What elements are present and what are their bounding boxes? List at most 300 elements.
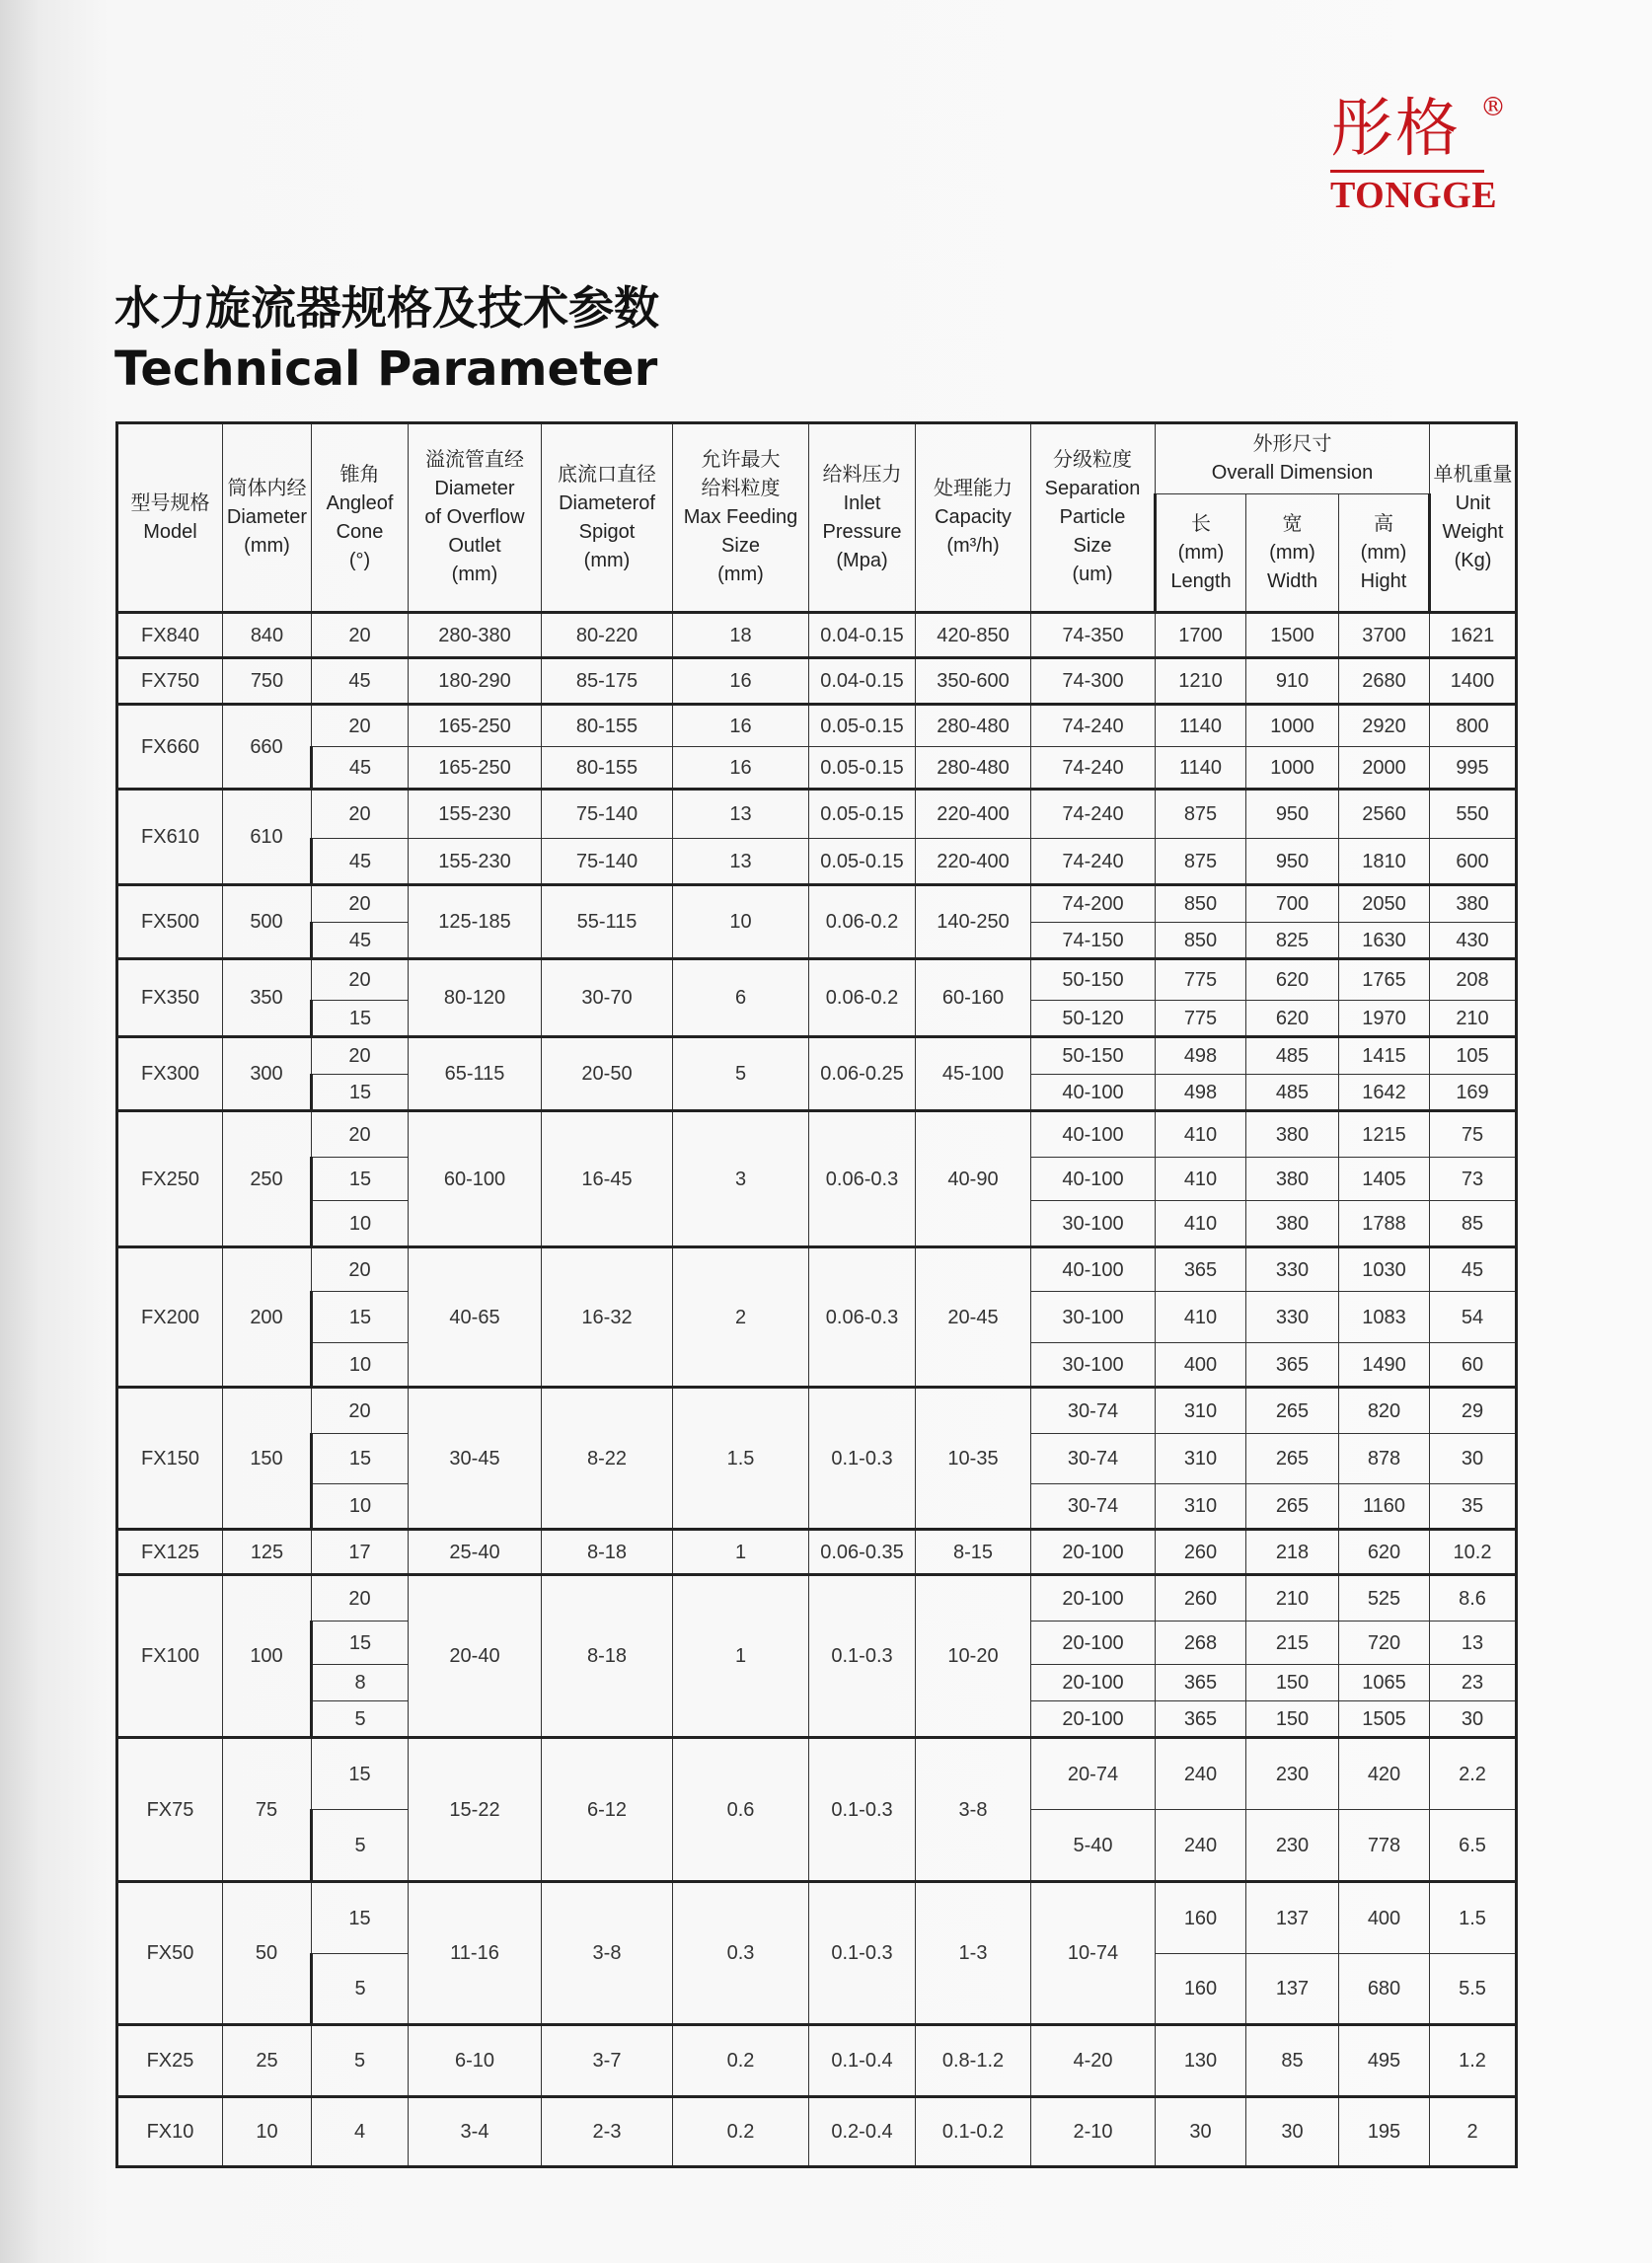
weight-cell: 73 [1430,1158,1517,1201]
pressure-cell: 0.06-0.3 [809,1247,916,1388]
feed-size-cell: 0.3 [673,1882,809,2025]
height-cell: 2560 [1339,790,1430,839]
diameter-cell: 10 [223,2097,312,2167]
feed-size-cell: 2 [673,1247,809,1388]
table-row [117,2097,1517,2167]
spigot-cell: 3-8 [542,1882,673,2025]
weight-cell: 29 [1430,1388,1517,1434]
page-title-chinese: 水力旋流器规格及技术参数 [114,281,659,335]
cone-angle-cell: 8 [312,1665,409,1701]
height-cell: 1083 [1339,1292,1430,1343]
cone-angle-cell: 20 [312,1388,409,1434]
overflow-cell: 40-65 [409,1247,542,1388]
length-cell: 850 [1156,923,1246,959]
capacity-cell: 140-250 [916,885,1031,959]
separation-cell: 30-74 [1031,1434,1156,1484]
length-cell: 875 [1156,839,1246,885]
model-cell: FX75 [117,1738,223,1882]
spigot-cell: 8-18 [542,1530,673,1575]
cone-angle-cell: 45 [312,923,409,959]
overflow-cell: 165-250 [409,747,542,790]
table-row [117,613,1517,658]
feed-size-cell: 6 [673,959,809,1037]
capacity-cell: 0.8-1.2 [916,2025,1031,2097]
table-row [117,747,1517,790]
length-cell: 498 [1156,1075,1246,1111]
separation-cell: 5-40 [1031,1810,1156,1882]
overflow-cell: 30-45 [409,1388,542,1530]
height-cell: 1505 [1339,1701,1430,1738]
spigot-cell: 16-45 [542,1111,673,1247]
pressure-cell: 0.2-0.4 [809,2097,916,2167]
width-cell: 620 [1246,1001,1339,1037]
pressure-cell: 0.1-0.3 [809,1388,916,1530]
width-cell: 380 [1246,1158,1339,1201]
header-cone-angle: 锥角 Angleof Cone (°) [312,423,409,613]
cone-angle-cell: 4 [312,2097,409,2167]
separation-cell: 74-150 [1031,923,1156,959]
separation-cell: 20-100 [1031,1701,1156,1738]
table-row [117,1037,1517,1075]
overflow-cell: 15-22 [409,1738,542,1882]
cone-angle-cell: 10 [312,1343,409,1388]
length-cell: 160 [1156,1882,1246,1954]
table-row [117,1738,1517,1810]
spigot-cell: 75-140 [542,839,673,885]
pressure-cell: 0.1-0.3 [809,1575,916,1738]
diameter-cell: 350 [223,959,312,1037]
separation-cell: 10-74 [1031,1882,1156,2025]
feed-size-cell: 10 [673,885,809,959]
cone-angle-cell: 15 [312,1292,409,1343]
table-row [117,2025,1517,2097]
spigot-cell: 85-175 [542,658,673,705]
diameter-cell: 250 [223,1111,312,1247]
model-cell: FX25 [117,2025,223,2097]
spigot-cell: 8-22 [542,1388,673,1530]
model-cell: FX840 [117,613,223,658]
separation-cell: 30-100 [1031,1201,1156,1247]
header-max-feeding-size: 允许最大 给料粒度 Max Feeding Size (mm) [673,423,809,613]
length-cell: 850 [1156,885,1246,923]
height-cell: 1788 [1339,1201,1430,1247]
overflow-cell: 125-185 [409,885,542,959]
width-cell: 150 [1246,1701,1339,1738]
table-row [117,1530,1517,1575]
overflow-cell: 60-100 [409,1111,542,1247]
feed-size-cell: 0.2 [673,2097,809,2167]
header-separation-size: 分级粒度 Separation Particle Size (um) [1031,423,1156,613]
pressure-cell: 0.1-0.4 [809,2025,916,2097]
weight-cell: 1621 [1430,613,1517,658]
separation-cell: 20-100 [1031,1622,1156,1665]
pressure-cell: 0.04-0.15 [809,613,916,658]
feed-size-cell: 0.2 [673,2025,809,2097]
diameter-cell: 500 [223,885,312,959]
logo-divider [1330,170,1484,173]
feed-size-cell: 13 [673,790,809,839]
table-row [117,1388,1517,1434]
feed-size-cell: 13 [673,839,809,885]
cone-angle-cell: 20 [312,959,409,1001]
pressure-cell: 0.05-0.15 [809,790,916,839]
height-cell: 3700 [1339,613,1430,658]
table-row [117,885,1517,923]
feed-size-cell: 16 [673,658,809,705]
table-row [117,1247,1517,1292]
pressure-cell: 0.06-0.3 [809,1111,916,1247]
weight-cell: 169 [1430,1075,1517,1111]
cone-angle-cell: 45 [312,658,409,705]
cone-angle-cell: 20 [312,885,409,923]
length-cell: 775 [1156,959,1246,1001]
length-cell: 1210 [1156,658,1246,705]
cone-angle-cell: 15 [312,1001,409,1037]
cone-angle-cell: 10 [312,1484,409,1530]
cone-angle-cell: 15 [312,1434,409,1484]
capacity-cell: 220-400 [916,839,1031,885]
separation-cell: 74-240 [1031,705,1156,747]
header-width: 宽 (mm) Width [1246,494,1339,613]
overflow-cell: 20-40 [409,1575,542,1738]
weight-cell: 30 [1430,1434,1517,1484]
feed-size-cell: 16 [673,705,809,747]
header-unit-weight: 单机重量 Unit Weight (Kg) [1430,423,1517,613]
width-cell: 485 [1246,1037,1339,1075]
length-cell: 160 [1156,1954,1246,2025]
capacity-cell: 220-400 [916,790,1031,839]
height-cell: 525 [1339,1575,1430,1622]
feed-size-cell: 0.6 [673,1738,809,1882]
separation-cell: 2-10 [1031,2097,1156,2167]
length-cell: 1700 [1156,613,1246,658]
registered-mark: ® [1480,93,1506,122]
weight-cell: 85 [1430,1201,1517,1247]
height-cell: 680 [1339,1954,1430,2025]
length-cell: 410 [1156,1111,1246,1158]
length-cell: 240 [1156,1810,1246,1882]
weight-cell: 8.6 [1430,1575,1517,1622]
capacity-cell: 350-600 [916,658,1031,705]
weight-cell: 5.5 [1430,1954,1517,2025]
length-cell: 875 [1156,790,1246,839]
overflow-cell: 155-230 [409,790,542,839]
overflow-cell: 11-16 [409,1882,542,2025]
height-cell: 420 [1339,1738,1430,1810]
cone-angle-cell: 5 [312,1701,409,1738]
model-cell: FX100 [117,1575,223,1738]
overflow-cell: 155-230 [409,839,542,885]
height-cell: 1215 [1339,1111,1430,1158]
capacity-cell: 10-35 [916,1388,1031,1530]
model-cell: FX350 [117,959,223,1037]
logo-english: TONGGE [1330,175,1498,216]
width-cell: 218 [1246,1530,1339,1575]
overflow-cell: 80-120 [409,959,542,1037]
separation-cell: 40-100 [1031,1158,1156,1201]
logo-chinese: 彤格 [1330,93,1461,166]
separation-cell: 50-150 [1031,959,1156,1001]
feed-size-cell: 1 [673,1575,809,1738]
diameter-cell: 125 [223,1530,312,1575]
height-cell: 1160 [1339,1484,1430,1530]
diameter-cell: 100 [223,1575,312,1738]
spigot-cell: 16-32 [542,1247,673,1388]
spigot-cell: 6-12 [542,1738,673,1882]
height-cell: 1030 [1339,1247,1430,1292]
width-cell: 380 [1246,1201,1339,1247]
weight-cell: 105 [1430,1037,1517,1075]
table-row [117,1882,1517,1954]
weight-cell: 210 [1430,1001,1517,1037]
height-cell: 1490 [1339,1343,1430,1388]
weight-cell: 550 [1430,790,1517,839]
diameter-cell: 25 [223,2025,312,2097]
weight-cell: 35 [1430,1484,1517,1530]
diameter-cell: 610 [223,790,312,885]
width-cell: 950 [1246,790,1339,839]
table-row [117,959,1517,1001]
height-cell: 1065 [1339,1665,1430,1701]
width-cell: 1500 [1246,613,1339,658]
width-cell: 700 [1246,885,1339,923]
overflow-cell: 165-250 [409,705,542,747]
separation-cell: 40-100 [1031,1075,1156,1111]
height-cell: 195 [1339,2097,1430,2167]
length-cell: 775 [1156,1001,1246,1037]
separation-cell: 30-100 [1031,1292,1156,1343]
spigot-cell: 20-50 [542,1037,673,1111]
length-cell: 268 [1156,1622,1246,1665]
height-cell: 1765 [1339,959,1430,1001]
weight-cell: 995 [1430,747,1517,790]
model-cell: FX610 [117,790,223,885]
model-cell: FX660 [117,705,223,790]
separation-cell: 74-300 [1031,658,1156,705]
cone-angle-cell: 20 [312,790,409,839]
height-cell: 1970 [1339,1001,1430,1037]
header-spigot-diameter: 底流口直径 Diameterof Spigot (mm) [542,423,673,613]
length-cell: 310 [1156,1484,1246,1530]
cone-angle-cell: 15 [312,1738,409,1810]
height-cell: 400 [1339,1882,1430,1954]
width-cell: 137 [1246,1954,1339,2025]
model-cell: FX500 [117,885,223,959]
spigot-cell: 55-115 [542,885,673,959]
table-row [117,658,1517,705]
height-cell: 820 [1339,1388,1430,1434]
width-cell: 620 [1246,959,1339,1001]
separation-cell: 20-100 [1031,1575,1156,1622]
separation-cell: 4-20 [1031,2025,1156,2097]
capacity-cell: 10-20 [916,1575,1031,1738]
weight-cell: 600 [1430,839,1517,885]
height-cell: 878 [1339,1434,1430,1484]
length-cell: 1140 [1156,705,1246,747]
header-inlet-pressure: 给料压力 Inlet Pressure (Mpa) [809,423,916,613]
weight-cell: 23 [1430,1665,1517,1701]
diameter-cell: 150 [223,1388,312,1530]
spec-table-body [117,613,1517,2167]
width-cell: 365 [1246,1343,1339,1388]
weight-cell: 30 [1430,1701,1517,1738]
width-cell: 265 [1246,1484,1339,1530]
diameter-cell: 660 [223,705,312,790]
capacity-cell: 40-90 [916,1111,1031,1247]
length-cell: 130 [1156,2025,1246,2097]
length-cell: 410 [1156,1201,1246,1247]
separation-cell: 20-100 [1031,1665,1156,1701]
length-cell: 365 [1156,1701,1246,1738]
pressure-cell: 0.06-0.2 [809,959,916,1037]
spigot-cell: 8-18 [542,1575,673,1738]
cone-angle-cell: 45 [312,839,409,885]
weight-cell: 380 [1430,885,1517,923]
weight-cell: 75 [1430,1111,1517,1158]
overflow-cell: 3-4 [409,2097,542,2167]
weight-cell: 2 [1430,2097,1517,2167]
height-cell: 2920 [1339,705,1430,747]
cone-angle-cell: 20 [312,1037,409,1075]
separation-cell: 74-240 [1031,790,1156,839]
capacity-cell: 20-45 [916,1247,1031,1388]
height-cell: 2000 [1339,747,1430,790]
cone-angle-cell: 20 [312,613,409,658]
height-cell: 2050 [1339,885,1430,923]
length-cell: 1140 [1156,747,1246,790]
length-cell: 310 [1156,1434,1246,1484]
overflow-cell: 65-115 [409,1037,542,1111]
width-cell: 330 [1246,1292,1339,1343]
table-row [117,1111,1517,1158]
header-model: 型号规格 Model [117,423,223,613]
weight-cell: 1.5 [1430,1882,1517,1954]
separation-cell: 40-100 [1031,1247,1156,1292]
header-overall-dimension: 外形尺寸 Overall Dimension [1156,423,1430,494]
width-cell: 230 [1246,1738,1339,1810]
separation-cell: 74-240 [1031,747,1156,790]
capacity-cell: 45-100 [916,1037,1031,1111]
height-cell: 1630 [1339,923,1430,959]
cone-angle-cell: 15 [312,1075,409,1111]
separation-cell: 74-200 [1031,885,1156,923]
length-cell: 410 [1156,1158,1246,1201]
width-cell: 230 [1246,1810,1339,1882]
separation-cell: 74-240 [1031,839,1156,885]
cone-angle-cell: 20 [312,1575,409,1622]
model-cell: FX50 [117,1882,223,2025]
weight-cell: 1.2 [1430,2025,1517,2097]
feed-size-cell: 18 [673,613,809,658]
cone-angle-cell: 10 [312,1201,409,1247]
width-cell: 137 [1246,1882,1339,1954]
width-cell: 265 [1246,1434,1339,1484]
brand-logo [1330,95,1508,221]
length-cell: 30 [1156,2097,1246,2167]
length-cell: 260 [1156,1575,1246,1622]
height-cell: 1405 [1339,1158,1430,1201]
page-title-english: Technical Parameter [114,341,658,397]
height-cell: 620 [1339,1530,1430,1575]
diameter-cell: 50 [223,1882,312,2025]
feed-size-cell: 3 [673,1111,809,1247]
diameter-cell: 300 [223,1037,312,1111]
table-row [117,705,1517,747]
weight-cell: 6.5 [1430,1810,1517,1882]
cone-angle-cell: 5 [312,1810,409,1882]
overflow-cell: 180-290 [409,658,542,705]
spigot-cell: 30-70 [542,959,673,1037]
spigot-cell: 3-7 [542,2025,673,2097]
overflow-cell: 25-40 [409,1530,542,1575]
pressure-cell: 0.06-0.2 [809,885,916,959]
height-cell: 1415 [1339,1037,1430,1075]
spigot-cell: 80-155 [542,705,673,747]
cone-angle-cell: 15 [312,1882,409,1954]
header-capacity: 处理能力 Capacity (m³/h) [916,423,1031,613]
spigot-cell: 80-220 [542,613,673,658]
header-height: 高 (mm) Hight [1339,494,1430,613]
table-row [117,1575,1517,1622]
height-cell: 495 [1339,2025,1430,2097]
pressure-cell: 0.1-0.3 [809,1738,916,1882]
feed-size-cell: 1 [673,1530,809,1575]
width-cell: 215 [1246,1622,1339,1665]
cone-angle-cell: 17 [312,1530,409,1575]
width-cell: 150 [1246,1665,1339,1701]
model-cell: FX150 [117,1388,223,1530]
weight-cell: 800 [1430,705,1517,747]
spigot-cell: 2-3 [542,2097,673,2167]
width-cell: 1000 [1246,705,1339,747]
width-cell: 210 [1246,1575,1339,1622]
capacity-cell: 420-850 [916,613,1031,658]
cone-angle-cell: 15 [312,1622,409,1665]
header-diameter: 筒体内经 Diameter (mm) [223,423,312,613]
width-cell: 380 [1246,1111,1339,1158]
pressure-cell: 0.06-0.35 [809,1530,916,1575]
overflow-cell: 6-10 [409,2025,542,2097]
separation-cell: 30-74 [1031,1484,1156,1530]
length-cell: 400 [1156,1343,1246,1388]
capacity-cell: 280-480 [916,747,1031,790]
length-cell: 310 [1156,1388,1246,1434]
cone-angle-cell: 20 [312,1247,409,1292]
header-length: 长 (mm) Length [1156,494,1246,613]
diameter-cell: 200 [223,1247,312,1388]
feed-size-cell: 5 [673,1037,809,1111]
separation-cell: 20-100 [1031,1530,1156,1575]
width-cell: 85 [1246,2025,1339,2097]
cone-angle-cell: 15 [312,1158,409,1201]
model-cell: FX200 [117,1247,223,1388]
capacity-cell: 8-15 [916,1530,1031,1575]
weight-cell: 13 [1430,1622,1517,1665]
separation-cell: 50-150 [1031,1037,1156,1075]
separation-cell: 30-100 [1031,1343,1156,1388]
length-cell: 260 [1156,1530,1246,1575]
pressure-cell: 0.04-0.15 [809,658,916,705]
capacity-cell: 0.1-0.2 [916,2097,1031,2167]
pressure-cell: 0.05-0.15 [809,839,916,885]
model-cell: FX250 [117,1111,223,1247]
spigot-cell: 80-155 [542,747,673,790]
feed-size-cell: 16 [673,747,809,790]
model-cell: FX300 [117,1037,223,1111]
weight-cell: 10.2 [1430,1530,1517,1575]
length-cell: 498 [1156,1037,1246,1075]
width-cell: 950 [1246,839,1339,885]
